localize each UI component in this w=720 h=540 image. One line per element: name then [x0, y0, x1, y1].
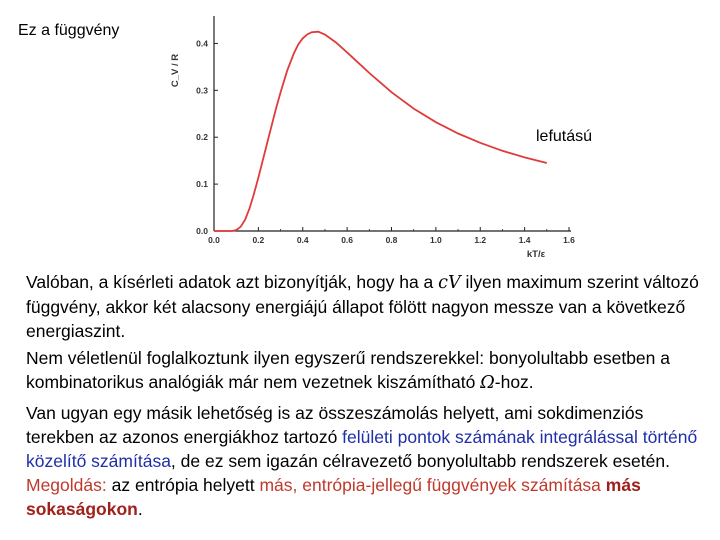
y-tick-label: 0.1 — [196, 179, 208, 190]
x-tick-label: 1.6 — [563, 235, 575, 245]
p3-text-run: az entrópia helyett — [106, 475, 260, 495]
chart-ticks — [196, 38, 575, 245]
x-tick-label: 0.8 — [385, 235, 398, 245]
p3-text-run: , de ez sem igazán célravezető bonyolultabb rendszerek esetén. — [170, 451, 670, 471]
caption-right: lefutású — [536, 128, 593, 145]
p2-text-run: Ω — [480, 373, 495, 393]
x-tick-label: 1.0 — [429, 235, 442, 245]
x-tick-label: 0.0 — [208, 235, 220, 245]
y-tick-label: 0.4 — [196, 38, 208, 49]
x-tick-label: 0.2 — [252, 235, 265, 245]
p3-text-run: . — [137, 499, 143, 519]
x-tick-label: 0.6 — [341, 235, 354, 245]
y-tick-label: 0.2 — [196, 132, 208, 143]
x-tick-label: 1.2 — [474, 235, 487, 245]
p1-text-run: ilyen maximum szerint változó függvény, akkor két alacsony energiájú állapot fölött nagyon messze van a következő energiaszint. — [26, 272, 699, 341]
paragraph-experimental-data — [26, 270, 716, 343]
y-tick-label: 0.3 — [196, 85, 208, 96]
caption-left: Ez a függvény — [18, 22, 120, 39]
chart-axes — [214, 16, 571, 231]
chart-series — [214, 32, 547, 231]
x-tick-label: 1.4 — [518, 235, 531, 245]
paragraph-simple-systems — [26, 346, 716, 395]
p3-text-run: Van ugyan egy másik lehetőség is az összeszámolás helyett, ami sokdimenziós terekben az azonos energiákhoz tartozó — [26, 403, 644, 447]
p1-text-run: cV — [438, 273, 461, 293]
x-tick-label: 0.4 — [296, 235, 309, 245]
y-axis-title: C_V / R — [170, 53, 181, 88]
p3-text-run: Megoldás: — [26, 475, 107, 495]
p2-text-run: -hoz. — [494, 372, 534, 392]
p3-text-run: más sokaságokon — [26, 475, 641, 519]
p2-text-run: Nem véletlenül foglalkoztunk ilyen egyszerű rendszerekkel: bonyolultabb esetben a kombinatorikus analógiák már nem vezetnek kiszámítható — [26, 348, 670, 392]
y-tick-label: 0.0 — [196, 226, 208, 236]
series-line-0 — [214, 32, 547, 231]
paragraph-alternative-method — [26, 401, 716, 521]
x-axis-title: kT/ε — [526, 249, 546, 260]
p1-text-run: Valóban, a kísérleti adatok azt bizonyítják, hogy ha a — [26, 272, 439, 292]
p3-text-run: más, entrópia-jellegű függvények számítása — [259, 475, 601, 495]
heat-capacity-chart — [0, 0, 720, 260]
p3-text-run: felületi pontok számának integrálással történő közelítő számítása — [26, 427, 698, 471]
